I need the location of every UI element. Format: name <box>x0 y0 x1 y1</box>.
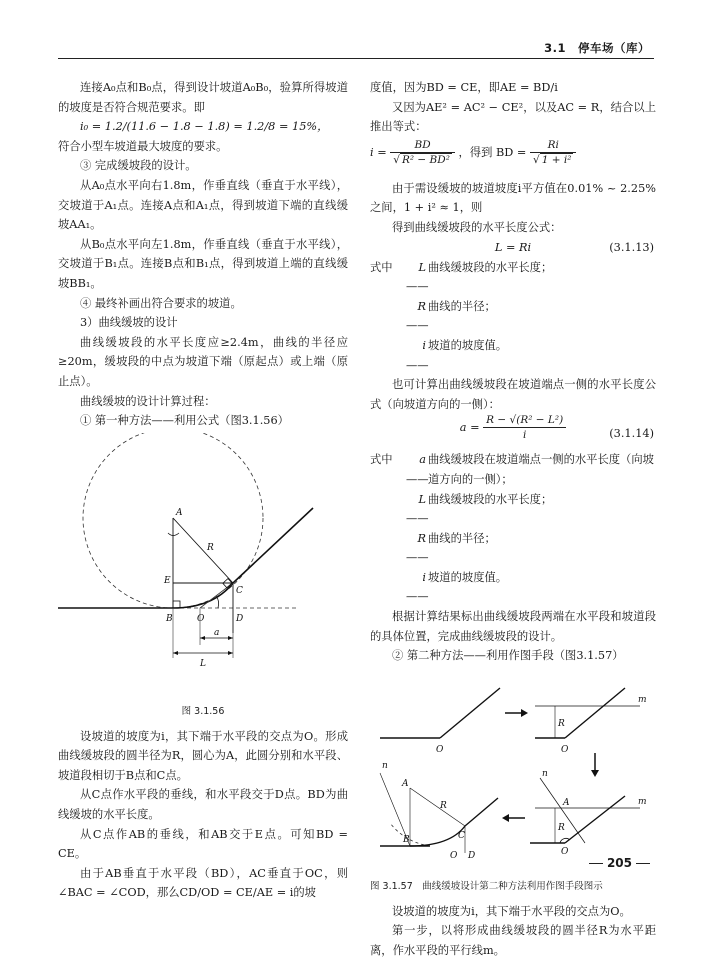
right-angle-B <box>173 601 180 608</box>
paragraph: 由于需设缓坡的坡道坡度i平方值在0.01% ~ 2.25%之间，1 + i² ≈ 1，则 <box>370 181 656 215</box>
label-O: O <box>561 744 569 755</box>
step-heading: ④ 最终补画出符合要求的坡道。 <box>80 296 242 310</box>
label-C: C <box>236 585 243 596</box>
figure-3-1-56 <box>58 433 348 719</box>
paragraph: 从A₀点水平向右1.8m，作垂直线（垂直于水平线），交坡道于A₁点。连接A点和A₁点，得到坡道下端的直线缓坡AA₁。 <box>58 178 348 232</box>
label-D: D <box>236 613 244 624</box>
label-m: m <box>638 694 647 705</box>
ramp-line <box>233 508 313 583</box>
paragraph: 曲线缓坡的设计计算过程： <box>80 394 216 408</box>
where-item: R—— 曲线的半径； <box>406 299 496 333</box>
paragraph: 从C点作水平段的垂线，和水平段交于D点。BD为曲线缓坡的水平长度。 <box>58 788 348 822</box>
paragraph: 曲线缓坡段的水平长度应≥2.4m，曲线的半径应≥20m，缓坡段的中点为坡道下端（原起点）或上端（原止点）。 <box>58 335 348 388</box>
label-O: O <box>450 850 458 861</box>
equation-3-1-14: a = $\frac{\text{R − √(R² − L²)}}{i}$ (3.1.14) <box>459 414 654 442</box>
paragraph: 设坡道的坡度为i，其下端于水平段的交点为O。形成曲线缓坡段的圆半径为R，圆心为A，此圆分别和水平段、坡道段相切于B点和C点。 <box>58 729 348 782</box>
where-item: R—— 曲线的半径； <box>406 531 496 565</box>
label-O: O <box>197 613 205 624</box>
curve-arc <box>173 583 233 608</box>
paragraph: 第一步，以将形成曲线缓坡段的圆半径R为水平距离，作水平段的平行线m。 <box>370 924 656 958</box>
fraction: $\frac{BD}{\text{√ R² − BD²}}$ <box>390 139 455 167</box>
label-A: A <box>176 507 183 518</box>
where-item: i—— 坡道的坡度值。 <box>406 338 508 372</box>
step-heading: ③ 完成缓坡段的设计。 <box>80 159 197 173</box>
label-O: O <box>561 846 569 857</box>
fraction: $\frac{Ri}{\text{√ 1 + i²}}$ <box>530 139 576 167</box>
radius-AC <box>173 518 233 583</box>
label-A: A <box>563 797 570 808</box>
label-R: R <box>558 718 565 729</box>
paragraph: 符合小型车坡道最大坡度的要求。 <box>58 139 228 153</box>
label-R: R <box>558 822 565 833</box>
figure-caption: 图 3.1.56 <box>181 705 225 717</box>
left-column <box>58 78 348 903</box>
label-B: B <box>166 613 173 624</box>
label-C: C <box>458 830 465 841</box>
subsection-heading: 3）曲线缓坡的设计 <box>80 316 178 330</box>
paragraph: 由于AB垂直于水平段（BD），AC垂直于OC，则∠BAC = ∠COD，那么CD/OD = CE/AE = i的坡 <box>58 866 348 900</box>
label-a: a <box>214 627 220 638</box>
where-list-1 <box>370 258 656 376</box>
paragraph: 连接A₀点和B₀点，得到设计坡道A₀B₀，验算所得坡道的坡度是否符合规范要求。即 <box>58 81 348 114</box>
running-header <box>58 38 654 59</box>
construction-diagram <box>370 668 656 878</box>
equation-i0: i₀ = 1.2/(11.6 − 1.8 − 1.8) = 1.2/8 = 15%， <box>80 120 329 134</box>
label-A: A <box>402 778 409 789</box>
page-number: 205 <box>606 856 632 870</box>
figure-caption: 图 3.1.57 曲线缓坡设计第二种方法利用作图手段图示 <box>370 880 603 892</box>
where-item: i—— 坡道的坡度值。 <box>406 570 508 604</box>
equation-3-1-13: L = Ri (3.1.13) <box>494 240 654 254</box>
page-footer <box>585 856 654 870</box>
paragraph: 得到曲线缓坡段的水平长度公式： <box>392 220 562 234</box>
label-R: R <box>440 800 447 811</box>
angle-mark-A <box>168 533 179 536</box>
where-item: 式中 a—— 曲线缓坡段在坡道端点一侧的水平长度（向坡道方向的一侧）； <box>370 453 654 486</box>
paragraph: 又因为AE² = AC² − CE²，以及AC = R，结合以上推出等式： <box>370 100 656 134</box>
paragraph: 从B₀点水平向左1.8m，作垂直线（垂直于水平线），交坡道于B₁点。连接B点和B₁点，得到坡道上端的直线缓坡BB₁。 <box>58 237 348 290</box>
tangent-circle-diagram <box>58 433 348 703</box>
where-item: 式中 L—— 曲线缓坡段的水平长度； <box>370 260 553 294</box>
label-O: O <box>436 744 444 755</box>
label-n: n <box>382 760 388 771</box>
label-R: R <box>207 542 214 553</box>
label-E: E <box>164 575 171 586</box>
label-B: B <box>403 834 410 845</box>
paragraph: 设坡道的坡度为i，其下端于水平段的交点为O。 <box>392 904 631 918</box>
where-item: L—— 曲线缓坡段的水平长度； <box>406 492 553 526</box>
label-L: L <box>200 658 206 669</box>
paragraph: 从C点作AB的垂线，和AB交于E点。可知BD = CE。 <box>58 827 348 861</box>
paragraph: 也可计算出曲线缓坡段在坡道端点一侧的水平长度公式（向坡道方向的一侧）： <box>370 378 656 411</box>
method-heading: ② 第二种方法——利用作图手段（图3.1.57） <box>392 649 624 663</box>
right-column <box>370 78 656 961</box>
method-heading: ① 第一种方法——利用公式（图3.1.56） <box>80 414 289 428</box>
where-list-2 <box>370 450 656 607</box>
label-n: n <box>542 768 548 779</box>
label-D: D <box>468 850 476 861</box>
section-title: 3.1 停车场（库） <box>544 41 650 55</box>
paragraph: 度值，因为BD = CE，即AE = BD/i <box>370 81 558 94</box>
label-m: m <box>638 796 647 807</box>
equation-1: i = $\frac{BD}{\text{√ R² − BD²}}$ ，得到 BD = $\frac{Ri}{\text{√ 1 + i²}}$ <box>370 137 656 179</box>
fraction: $\frac{\text{R − √(R² − L²)}}{i}$ <box>483 414 566 442</box>
paragraph: 根据计算结果标出曲线缓坡段两端在水平段和坡道段的具体位置，完成曲线缓坡段的设计。 <box>370 610 656 643</box>
